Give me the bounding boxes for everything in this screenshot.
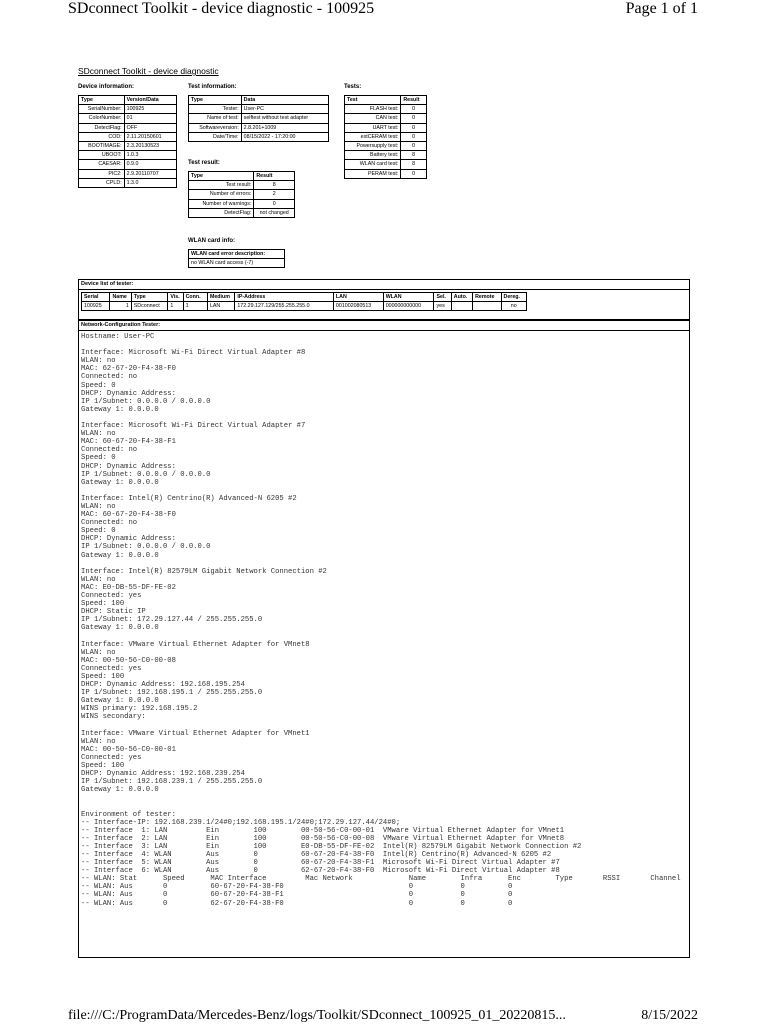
cell-value: 1.3.0: [124, 178, 176, 187]
table-row: [345, 114, 427, 123]
log-line: Hostname: User-PC: [81, 333, 155, 341]
log-line: IP 1/Subnet: 192.168.195.1 / 255.255.255.0: [81, 689, 263, 698]
log-line: MAC: 60-67-20-F4-38-F0: [81, 511, 176, 520]
table-row: [345, 142, 427, 151]
log-line: MAC: 60-67-20-F4-38-F1: [81, 438, 176, 447]
log-line: -- WLAN: Aus 0 62-67-20-F4-38-F0 0 0 0: [81, 899, 513, 908]
column-header: Type: [131, 293, 168, 302]
table-row: [79, 114, 177, 123]
table-row: [79, 160, 177, 169]
cell-type: COD:: [79, 132, 125, 141]
test-info-header-row: [189, 96, 329, 105]
column-header: Data: [241, 96, 328, 105]
cell-medium: LAN: [207, 302, 234, 311]
log-line: Gateway 1: 0.0.0.0: [81, 551, 159, 560]
column-header: Vis.: [168, 293, 183, 302]
cell-value: User-PC: [241, 105, 328, 114]
cell-type: Number of warnings:: [189, 199, 254, 208]
column-header: Serial: [82, 293, 110, 302]
table-row: [189, 199, 295, 208]
table-row: [79, 123, 177, 132]
table-row: [189, 259, 285, 268]
cell-type: PIC2:: [79, 169, 125, 178]
log-line: DHCP: Dynamic Address:: [81, 462, 176, 471]
table-row: [345, 160, 427, 169]
log-line: Gateway 1: 0.0.0.0: [81, 786, 159, 795]
log-line: Connected: yes: [81, 664, 142, 673]
log-line: IP 1/Subnet: 0.0.0.0 / 0.0.0.0: [81, 470, 211, 479]
log-line: WLAN: no: [81, 575, 116, 584]
cell-type: SerialNumber:: [79, 105, 125, 114]
column-header: WLAN card error description:: [189, 250, 285, 259]
log-line: -- Interface 3: LAN Ein 100 E0-DB-55-DF-FE-02 Intel(R) 82579LM Gigabit Network Connection #2: [81, 842, 582, 851]
cell-result: 0: [401, 123, 427, 132]
log-line: DHCP: Dynamic Address:: [81, 389, 176, 398]
cell-name: 1: [110, 302, 131, 311]
cell-visible: 1: [168, 302, 183, 311]
device-info-table: [78, 95, 177, 188]
log-line: WINS primary: 192.168.195.2: [81, 705, 198, 714]
cell-type: CAESAR:: [79, 160, 125, 169]
log-line: Speed: 0: [81, 381, 116, 390]
log-line: -- WLAN: Aus 0 60-67-20-F4-38-F0 0 0 0: [81, 883, 513, 892]
log-line: Environment of tester:: [81, 810, 176, 819]
log-line: IP 1/Subnet: 0.0.0.0 / 0.0.0.0: [81, 397, 211, 406]
column-header: Result: [401, 96, 427, 105]
cell-value: 0.9.0: [124, 160, 176, 169]
log-line: DHCP: Static IP: [81, 608, 146, 617]
cell-test: WLAN card test:: [345, 160, 401, 169]
cell-value: 01: [124, 114, 176, 123]
cell-type: Tester:: [189, 105, 242, 114]
log-line: Connected: yes: [81, 753, 142, 762]
cell-value: 2: [254, 190, 295, 199]
header-page-number: Page 1 of 1: [625, 0, 698, 17]
column-header: Type: [79, 96, 125, 105]
cell-value: 8: [254, 181, 295, 190]
device-list-label: Device list of tester:: [78, 279, 690, 289]
device-list-header-row: [82, 293, 527, 302]
table-row: [189, 105, 329, 114]
cell-test: extCERAM test:: [345, 132, 401, 141]
cell-value: 1.0.3: [124, 151, 176, 160]
table-row: [189, 114, 329, 123]
column-header: Sel.: [434, 293, 451, 302]
cell-value: 100925: [124, 105, 176, 114]
log-line: Speed: 100: [81, 672, 125, 681]
table-row: [189, 190, 295, 199]
cell-test: Battery test:: [345, 151, 401, 160]
log-line: Connected: no: [81, 373, 138, 382]
log-line: -- WLAN: Stat Speed MAC Interface Mac Network Name Infra Enc Type RSSI Channel: [81, 875, 681, 884]
log-line: DHCP: Dynamic Address: 192.168.195.254: [81, 681, 245, 690]
cell-result: 0: [401, 105, 427, 114]
log-line: Interface: Intel(R) 82579LM Gigabit Network Connection #2: [81, 567, 327, 576]
cell-value: 0: [254, 199, 295, 208]
cell-type: Softwareversion:: [189, 123, 242, 132]
table-row: [189, 181, 295, 190]
log-line: Connected: no: [81, 519, 138, 528]
device-info-label: Device information:: [78, 84, 135, 90]
wlan-info-label: WLAN card info:: [188, 238, 235, 244]
cell-test: Powersupply test:: [345, 142, 401, 151]
test-result-header-row: [189, 172, 295, 181]
log-line: Gateway 1: 0.0.0.0: [81, 624, 159, 633]
log-line: DHCP: Dynamic Address:: [81, 535, 176, 544]
cell-value: selftest without test adapter: [241, 114, 328, 123]
cell-value: OFF: [124, 123, 176, 132]
log-line: Interface: Microsoft Wi-Fi Direct Virtual Adapter #8: [81, 349, 306, 358]
cell-connected: 1: [183, 302, 207, 311]
table-row: [79, 178, 177, 187]
log-line: Gateway 1: 0.0.0.0: [81, 478, 159, 487]
cell-type: SDconnect: [131, 302, 168, 311]
document-title: SDconnect Toolkit - device diagnostic: [78, 66, 219, 76]
log-line: Interface: Intel(R) Centrino(R) Advanced-N 6205 #2: [81, 494, 297, 503]
column-header: Conn.: [183, 293, 207, 302]
cell-type: ColorNumber:: [79, 114, 125, 123]
footer-file-path: file:///C:/ProgramData/Mercedes-Benz/logs/Toolkit/SDconnect_100925_01_20220815...: [68, 1008, 566, 1023]
wlan-info-table: [188, 249, 285, 268]
table-row: [345, 123, 427, 132]
log-line: IP 1/Subnet: 0.0.0.0 / 0.0.0.0: [81, 543, 211, 552]
cell-wlan: 000000000000: [383, 302, 434, 311]
column-header: Version/Data: [124, 96, 176, 105]
cell-value: 2.3.20130523: [124, 142, 176, 151]
log-line: WLAN: no: [81, 357, 116, 366]
cell-test: FLASH test:: [345, 105, 401, 114]
table-row: [345, 132, 427, 141]
column-header: Name: [110, 293, 131, 302]
cell-result: 0: [401, 142, 427, 151]
table-row: [79, 151, 177, 160]
cell-test: PERAM test:: [345, 169, 401, 178]
cell-result: 0: [401, 169, 427, 178]
tests-table: [344, 95, 427, 179]
footer-date: 8/15/2022: [641, 1008, 698, 1023]
cell-type: Date/Time:: [189, 132, 242, 141]
log-line: -- Interface 5: WLAN Aus 0 60-67-20-F4-38-F1 Microsoft Wi-Fi Direct Virtual Adapter #7: [81, 859, 560, 868]
cell-value: not changed: [254, 208, 295, 217]
cell-result: 8: [401, 160, 427, 169]
device-info-header-row: [79, 96, 177, 105]
column-header: Auto.: [451, 293, 472, 302]
log-line: MAC: 00-50-56-C0-00-01: [81, 745, 176, 754]
cell-result: 0: [401, 132, 427, 141]
cell-value: 2.9.20110707: [124, 169, 176, 178]
log-line: DHCP: Dynamic Address: 192.168.239.254: [81, 770, 245, 779]
table-row: [189, 250, 285, 259]
log-line: MAC: 00-50-56-C0-00-08: [81, 656, 176, 665]
table-row: [345, 151, 427, 160]
log-line: -- WLAN: Aus 0 60-67-20-F4-38-F1 0 0 0: [81, 891, 513, 900]
table-row: [189, 132, 329, 141]
log-line: Gateway 1: 0.0.0.0: [81, 697, 159, 706]
column-header: Type: [189, 96, 242, 105]
cell-value: no WLAN card access (-7): [189, 259, 285, 268]
cell-test: CAN test:: [345, 114, 401, 123]
page-header: [68, 0, 698, 20]
log-line: WLAN: no: [81, 737, 116, 746]
cell-type: Number of errors:: [189, 190, 254, 199]
test-info-table: [188, 95, 329, 142]
device-list-section: [78, 289, 690, 320]
device-list-table: [81, 292, 527, 311]
table-row: [82, 302, 527, 311]
column-header: Type: [189, 172, 254, 181]
test-info-label: Test information:: [188, 84, 237, 90]
log-line: Interface: VMware Virtual Ethernet Adapter for VMnet8: [81, 640, 310, 649]
column-header: Remote: [473, 293, 501, 302]
column-header: Medium: [207, 293, 234, 302]
log-line: IP 1/Subnet: 172.29.127.44 / 255.255.255.0: [81, 616, 263, 625]
table-row: [79, 105, 177, 114]
table-row: [189, 208, 295, 217]
cell-type: CPLD:: [79, 178, 125, 187]
log-line: MAC: 62-67-20-F4-38-F0: [81, 365, 176, 374]
cell-value: 08/15/2022 - 17:20:00: [241, 132, 328, 141]
cell-test: UART test:: [345, 123, 401, 132]
page-footer: [68, 1008, 698, 1026]
network-config-text: [79, 331, 689, 908]
table-row: [345, 105, 427, 114]
log-line: Connected: yes: [81, 592, 142, 600]
table-row: [79, 132, 177, 141]
log-line: -- Interface 1: LAN Ein 100 00-50-56-C0-00-01 VMware Virtual Ethernet Adapter for VMnet1: [81, 826, 565, 835]
column-header: Test: [345, 96, 401, 105]
cell-lan: 001002080513: [333, 302, 383, 311]
log-line: Speed: 100: [81, 761, 125, 770]
column-header: IP-Address: [235, 293, 334, 302]
log-line: Interface: VMware Virtual Ethernet Adapter for VMnet1: [81, 729, 310, 738]
tests-header-row: [345, 96, 427, 105]
log-line: Connected: no: [81, 446, 138, 455]
test-result-table: [188, 171, 295, 218]
log-line: WINS secondary:: [81, 713, 146, 722]
cell-type: Test result:: [189, 181, 254, 190]
table-row: [79, 169, 177, 178]
log-line: -- Interface-IP: 192.168.239.1/24#0;192.168.195.1/24#0;172.29.127.44/24#0;: [81, 818, 401, 827]
test-result-label: Test result:: [188, 160, 220, 166]
table-row: [79, 142, 177, 151]
cell-serial: 100925: [82, 302, 110, 311]
cell-selected: yes: [434, 302, 451, 311]
network-config-label: Network-Configuration Tester:: [78, 320, 690, 330]
tests-label: Tests:: [344, 84, 362, 90]
column-header: Dereg.: [501, 293, 526, 302]
cell-result: 0: [401, 114, 427, 123]
column-header: Result: [254, 172, 295, 181]
cell-remote: [473, 302, 501, 311]
table-row: [189, 123, 329, 132]
table-row: [345, 169, 427, 178]
cell-type: DetectFlag:: [189, 208, 254, 217]
cell-type: DetectFlag:: [79, 123, 125, 132]
network-config-section: [78, 330, 690, 958]
log-line: -- Interface 4: WLAN Aus 0 60-67-20-F4-38-F0 Intel(R) Centrino(R) Advanced-N 6205 #2: [81, 851, 552, 859]
cell-value: 2.8.201+1009: [241, 123, 328, 132]
log-line: WLAN: no: [81, 502, 116, 511]
log-line: Speed: 0: [81, 454, 116, 463]
cell-value: 2.11.20150601: [124, 132, 176, 141]
log-line: Interface: Microsoft Wi-Fi Direct Virtual Adapter #7: [81, 422, 306, 431]
cell-auto: [451, 302, 472, 311]
cell-result: 8: [401, 151, 427, 160]
header-title: SDconnect Toolkit - device diagnostic - 100925: [68, 0, 375, 17]
log-line: Speed: 100: [81, 600, 125, 609]
column-header: LAN: [333, 293, 383, 302]
column-header: WLAN: [383, 293, 434, 302]
cell-deregistered: no: [501, 302, 526, 311]
log-line: -- Interface 2: LAN Ein 100 00-50-56-C0-00-08 VMware Virtual Ethernet Adapter for VMnet8: [81, 834, 565, 843]
log-line: WLAN: no: [81, 648, 116, 657]
cell-type: UBOOT:: [79, 151, 125, 160]
cell-ip-address: 172.29.127.129/255.255.255.0: [235, 302, 334, 311]
log-line: IP 1/Subnet: 192.168.239.1 / 255.255.255.0: [81, 778, 263, 787]
log-line: -- Interface 6: WLAN Aus 0 62-67-20-F4-38-F0 Microsoft Wi-Fi Direct Virtual Adapter #8: [81, 867, 560, 876]
cell-type: Name of test:: [189, 114, 242, 123]
log-line: Gateway 1: 0.0.0.0: [81, 405, 159, 414]
log-line: Speed: 0: [81, 527, 116, 536]
log-line: WLAN: no: [81, 430, 116, 439]
log-line: MAC: E0-DB-55-DF-FE-02: [81, 583, 176, 592]
cell-type: BOOTIMAGE:: [79, 142, 125, 151]
